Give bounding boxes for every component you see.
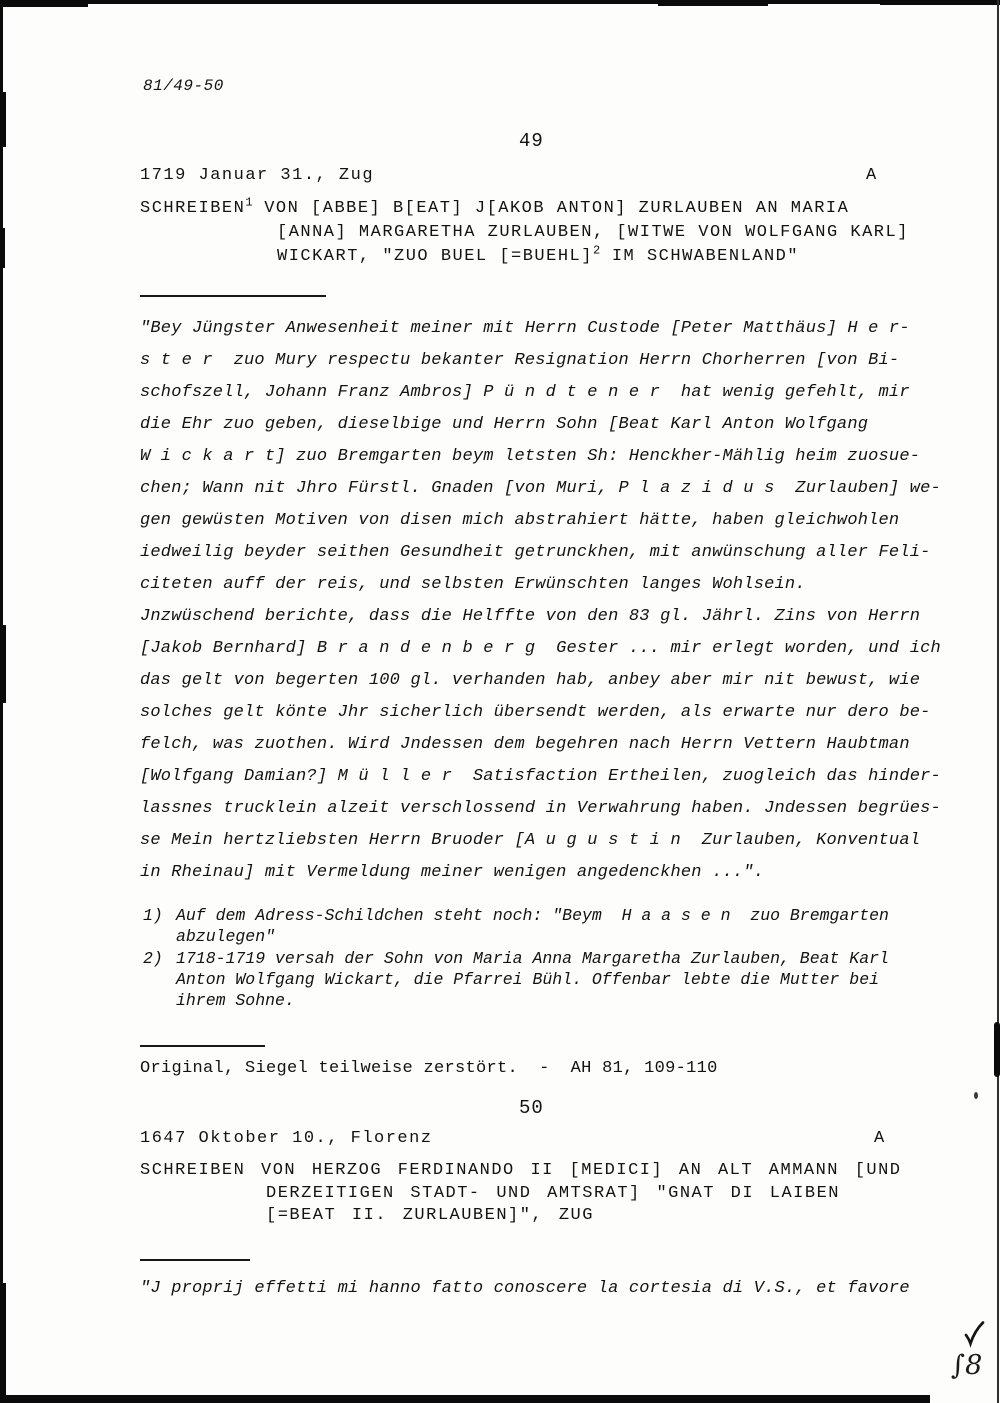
quote-line: iedweilig beyder seithen Gesundheit getrunckhen, mit anwünschung aller Feli- bbox=[140, 543, 931, 562]
footnote-ref-1: 1 bbox=[245, 195, 253, 210]
quote-line: citeten auff der reis, und selbsten Erwünschten langes Wohlsein. bbox=[140, 575, 806, 594]
footnote-1-line: abzulegen" bbox=[176, 927, 276, 946]
entry-49-title-text: IM SCHWABENLAND" bbox=[600, 247, 800, 266]
entry-49-number: 49 bbox=[519, 130, 544, 152]
entry-49-date: 1719 Januar 31., Zug bbox=[140, 166, 375, 185]
handwritten-check-icon bbox=[960, 1318, 988, 1348]
handwritten-number: ∫8 bbox=[951, 1350, 983, 1381]
quote-line: die Ehr zuo geben, dieselbige und Herrn Sohn [Beat Karl Anton Wolfgang bbox=[140, 415, 869, 434]
quote-line: solches gelt könte Jhr sicherlich übersendt werden, als erwarte nur dero be- bbox=[140, 703, 931, 722]
quote-line: [Wolfgang Damian?] M ü l l e r Satisfaction Ertheilen, zuogleich das hinder- bbox=[140, 767, 941, 786]
separator-rule-source bbox=[140, 1045, 265, 1047]
footnote-2-marker: 2) bbox=[143, 949, 163, 968]
entry-49-title-line-1 bbox=[140, 195, 850, 219]
scan-edge-top bbox=[0, 0, 1000, 4]
archive-reference: 81/49-50 bbox=[143, 77, 224, 95]
scan-edge-left-blob-1 bbox=[0, 92, 6, 147]
entry-50-title-line-1: SCHREIBEN VON HERZOG FERDINANDO II [MEDICI] AN ALT AMMANN [UND bbox=[140, 1161, 902, 1180]
entry-49-source-reference: Original, Siegel teilweise zerstört. - AH 81, 109-110 bbox=[140, 1059, 718, 1078]
quote-line: felch, was zuothen. Wird Jndessen dem begehren nach Herrn Vettern Haubtman bbox=[140, 735, 910, 754]
quote-line: W i c k a r t] zuo Bremgarten beym letsten Sh: Henckher-Mählig heim zuosue- bbox=[140, 447, 921, 466]
quote-line: schofszell, Johann Franz Ambros] P ü n d t e n e r hat wenig gefehlt, mir bbox=[140, 383, 910, 402]
quote-line: gen gewüsten Motiven von disen mich abstrahiert hätte, haben gleichwohlen bbox=[140, 511, 900, 530]
footnote-1-line: Auf dem Adress-Schildchen steht noch: "Beym H a a s e n zuo Bremgarten bbox=[176, 906, 889, 925]
footnote-ref-2: 2 bbox=[592, 243, 601, 258]
entry-50-quote-line: "J proprij effetti mi hanno fatto conoscere la cortesia di V.S., et favore bbox=[140, 1279, 910, 1298]
quote-line: in Rheinau] mit Vermeldung meiner wenigen angedenckhen ...". bbox=[140, 863, 765, 882]
scan-edge-top-blob-left bbox=[0, 0, 88, 7]
entry-49-title-text: VON [ABBE] B[EAT] J[AKOB ANTON] ZURLAUBEN AN MARIA bbox=[252, 199, 850, 218]
footnote-1-marker: 1) bbox=[143, 906, 163, 925]
entry-49-title-text: WICKART, "ZUO BUEL [=BUEHL] bbox=[277, 247, 593, 266]
footnote-2-line: ihrem Sohne. bbox=[176, 991, 295, 1010]
quote-line: se Mein hertzliebsten Herrn Bruoder [A u g u s t i n Zurlauben, Konventual bbox=[140, 831, 921, 850]
scan-edge-top-blob-mid bbox=[658, 0, 768, 6]
quote-line: das gelt von begerten 100 gl. verhanden hab, anbey aber mir nit bewust, wie bbox=[140, 671, 921, 690]
entry-49-title-line-2: [ANNA] MARGARETHA ZURLAUBEN, [WITWE VON WOLFGANG KARL] bbox=[277, 223, 909, 242]
entry-50-letter-mark: A bbox=[874, 1129, 886, 1148]
separator-rule-quote-50 bbox=[140, 1259, 250, 1261]
scan-edge-bottom bbox=[0, 1395, 930, 1403]
entry-49-title-line-3 bbox=[277, 243, 800, 267]
entry-50-number: 50 bbox=[519, 1097, 544, 1119]
scan-edge-left-blob-4 bbox=[0, 1283, 6, 1403]
entry-50-title-line-2: DERZEITIGEN STADT- UND AMTSRAT] "GNAT DI LAIBEN bbox=[266, 1184, 840, 1203]
quote-line: [Jakob Bernhard] B r a n d e n b e r g Gester ... mir erlegt worden, und ich bbox=[140, 639, 941, 658]
scan-edge-right-blob bbox=[994, 1022, 1000, 1077]
entry-49-title-text: SCHREIBEN bbox=[140, 199, 246, 218]
quote-line: s t e r zuo Mury respectu bekanter Resignation Herrn Chorherren [von Bi- bbox=[140, 351, 900, 370]
scan-edge-left-blob-3 bbox=[0, 625, 6, 703]
quote-line: "Bey Jüngster Anwesenheit meiner mit Herrn Custode [Peter Matthäus] H e r- bbox=[140, 319, 910, 338]
scan-edge-top-blob-right bbox=[880, 0, 1000, 5]
scan-edge-right bbox=[997, 0, 999, 1403]
entry-49-letter-mark: A bbox=[866, 166, 878, 185]
footnote-2-line: 1718-1719 versah der Sohn von Maria Anna Margaretha Zurlauben, Beat Karl bbox=[176, 949, 889, 968]
quote-line: Jnzwüschend berichte, dass die Helffte von den 83 gl. Jährl. Zins von Herrn bbox=[140, 607, 921, 626]
quote-line: chen; Wann nit Jhro Fürstl. Gnaden [von Muri, P l a z i d u s Zurlauben] we- bbox=[140, 479, 941, 498]
quote-line: lassnes trucklein alzeit verschlossend in Verwahrung haben. Jndessen begrües- bbox=[140, 799, 941, 818]
scan-edge-left-blob-2 bbox=[0, 228, 5, 268]
entry-50-title-line-3: [=BEAT II. ZURLAUBEN]", ZUG bbox=[266, 1206, 594, 1225]
entry-50-date: 1647 Oktober 10., Florenz bbox=[140, 1129, 433, 1148]
scan-speck bbox=[974, 1092, 978, 1099]
footnote-2-line: Anton Wolfgang Wickart, die Pfarrei Bühl. Offenbar lebte die Mutter bei bbox=[176, 970, 880, 989]
separator-rule-header bbox=[140, 295, 326, 297]
